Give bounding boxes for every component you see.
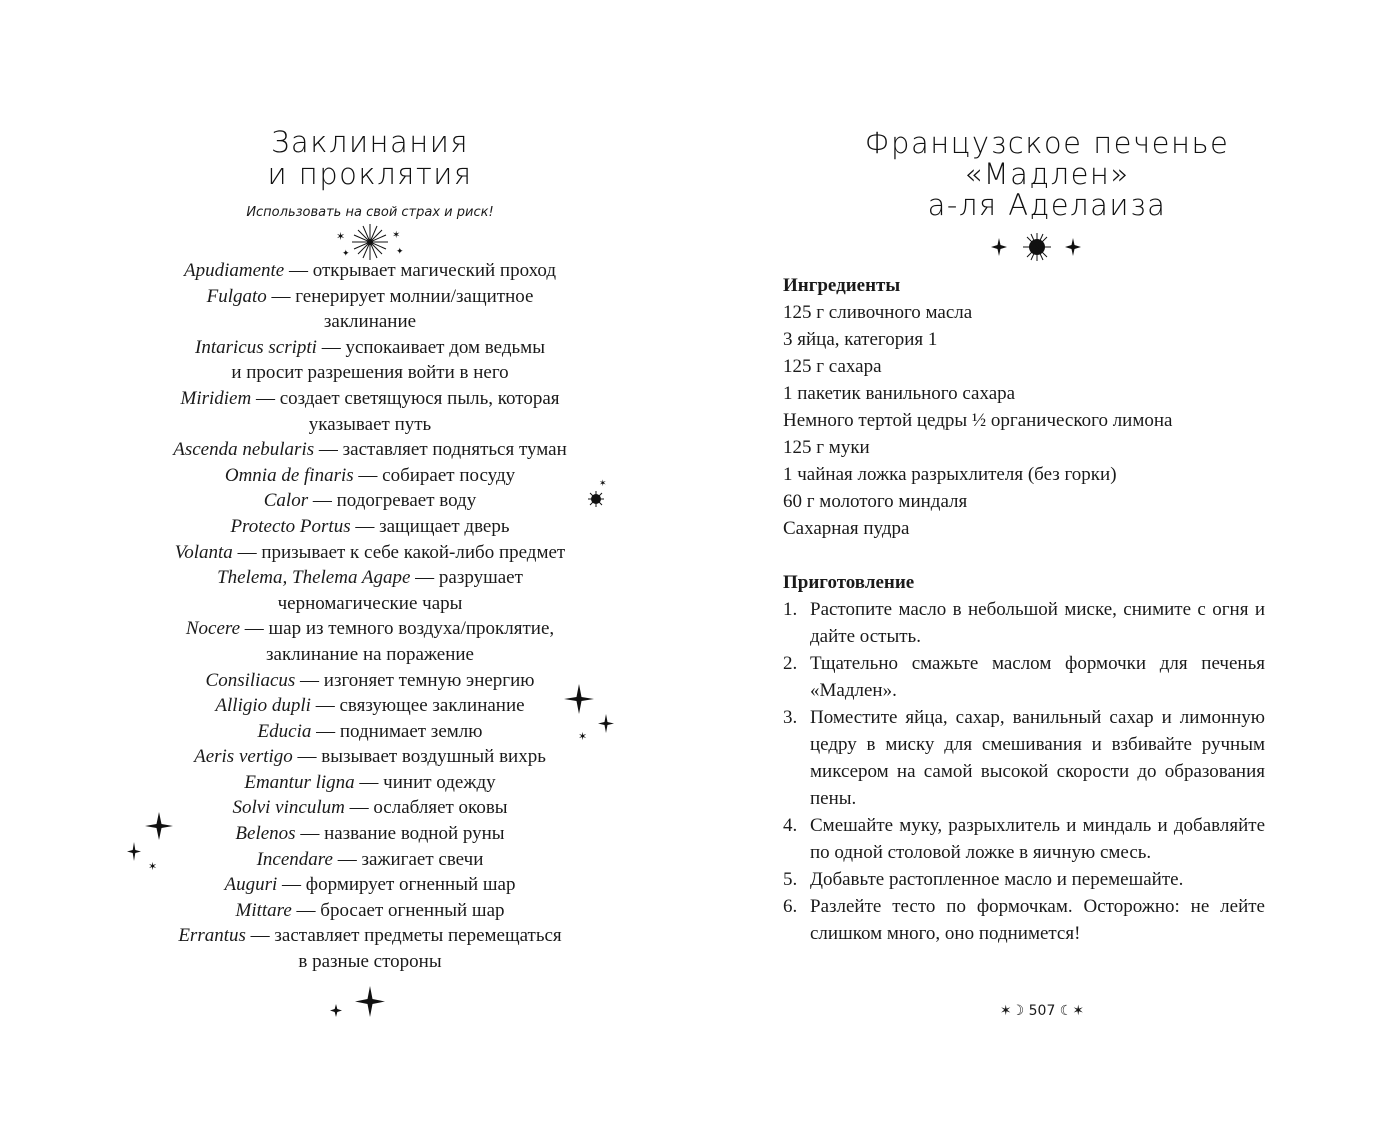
preparation-steps	[783, 596, 1265, 947]
spell-name: Fulgato	[206, 285, 267, 307]
step-number: 1.	[783, 599, 798, 620]
spell-description: — создает светящуюся пыль, которая	[251, 387, 560, 409]
svg-text:✦: ✦	[396, 246, 404, 256]
spell-description: — поднимает землю	[311, 720, 483, 742]
sparkle-icon	[585, 476, 611, 510]
spells-title-line-1: Заклинания	[270, 125, 470, 159]
spell-description: — призывает к себе какой-либо предмет	[232, 541, 566, 563]
spell-description: — чинит одежду	[354, 771, 496, 793]
right-page	[697, 0, 1394, 1125]
page-number-value: 507	[1028, 1003, 1056, 1019]
spell-line	[120, 898, 620, 924]
spell-name: Mittare	[235, 899, 292, 921]
spell-name: Nocere	[185, 618, 241, 640]
spell-description: черномагические чары	[277, 592, 463, 614]
spell-line	[120, 821, 620, 847]
spell-description: указывает путь	[308, 413, 432, 435]
spell-name: Apudiamente	[183, 260, 285, 281]
spell-description: — название водной руны	[295, 823, 505, 845]
spell-line	[120, 565, 620, 591]
svg-text:✦: ✦	[342, 248, 350, 258]
spell-line	[120, 795, 620, 821]
spell-name: Auguri	[224, 874, 278, 896]
spell-name: Protecto Portus	[230, 515, 351, 537]
step-number: 2.	[783, 653, 798, 674]
spell-description: — защищает дверь	[350, 515, 510, 537]
recipe-title-line-2: «Мадлен»	[964, 157, 1130, 191]
step-text: Тщательно смажьте маслом формочки для печенья «Мадлен».	[810, 653, 1265, 701]
step-text: Поместите яйца, сахар, ванильный сахар и лимонную цедру в миску для смешивания и взбивайте ручным миксером на самой высокой скорости до образования пены.	[810, 707, 1265, 809]
star-ornament-icon	[987, 230, 1087, 266]
spell-description: — шар из темного воздуха/проклятие,	[240, 618, 555, 640]
svg-text:✶: ✶	[599, 478, 607, 488]
spell-name: Omnia de finaris	[224, 464, 354, 486]
spell-name: Incendare	[256, 848, 333, 870]
step-text: Смешайте муку, разрыхлитель и миндаль и добавляйте по одной столовой ложке в яичную смесь.	[810, 815, 1265, 863]
spell-name: Miridiem	[180, 387, 252, 409]
spell-name: Thelema, Thelema Agape	[217, 567, 411, 589]
step-item	[783, 650, 1265, 704]
step-number: 6.	[783, 896, 798, 917]
ingredient-item: Немного тертой цедры ½ органического лимона	[783, 410, 1173, 431]
spell-description: — изгоняет темную энергию	[295, 669, 535, 691]
recipe-body	[783, 272, 1265, 947]
spell-name: Ascenda nebularis	[173, 439, 315, 461]
spell-line	[120, 360, 620, 386]
ingredient-item: Сахарная пудра	[783, 518, 910, 539]
ingredients-heading: Ингредиенты	[783, 275, 901, 296]
spell-line	[120, 847, 620, 873]
spell-line	[120, 719, 620, 745]
ingredient-item: 125 г сливочного масла	[783, 302, 973, 323]
sparkle-icon	[562, 682, 618, 742]
spell-description: — ослабляет оковы	[344, 797, 508, 819]
starburst-ornament-icon	[330, 222, 410, 262]
spell-description: заклинание	[323, 311, 417, 333]
spell-line	[120, 463, 620, 489]
spell-description: — заставляет подняться туман	[314, 439, 567, 461]
spell-line	[120, 949, 620, 975]
spells-title-line-2: и проклятия	[267, 157, 473, 191]
spell-line	[120, 309, 620, 335]
spell-line	[120, 770, 620, 796]
spells-title	[120, 126, 620, 190]
step-item	[783, 893, 1265, 947]
step-item	[783, 866, 1265, 893]
svg-text:✶: ✶	[578, 731, 588, 742]
spell-description: — подогревает воду	[308, 490, 477, 512]
spell-name: Alligio dupli	[215, 695, 311, 717]
ingredient-item: 60 г молотого миндаля	[783, 491, 968, 512]
spell-name: Calor	[263, 490, 309, 512]
step-number: 5.	[783, 869, 798, 890]
spell-line	[120, 258, 620, 284]
spell-line	[120, 668, 620, 694]
spell-line	[120, 437, 620, 463]
sparkle-icon	[124, 810, 174, 874]
spell-line	[120, 591, 620, 617]
spell-name: Belenos	[235, 823, 296, 845]
spell-name: Errantus	[178, 925, 246, 947]
step-item	[783, 812, 1265, 866]
step-item	[783, 596, 1265, 650]
spell-description: — разрушает	[410, 567, 523, 589]
spells-subtitle: Использовать на свой страх и риск!	[246, 205, 494, 220]
svg-text:✶: ✶	[392, 230, 401, 241]
spell-line	[120, 540, 620, 566]
spell-description: в разные стороны	[298, 951, 442, 973]
recipe-title-line-3: а-ля Аделаиза	[927, 188, 1167, 222]
spell-description: и просит разрешения войти в него	[231, 362, 509, 384]
spell-line	[120, 284, 620, 310]
spell-description: — генерирует молнии/защитное	[266, 285, 534, 307]
spell-name: Volanta	[174, 541, 233, 563]
spell-description: — собирает посуду	[353, 464, 516, 486]
spell-description: — зажигает свечи	[332, 848, 484, 870]
spell-description: — заставляет предметы перемещаться	[245, 925, 562, 947]
step-number: 4.	[783, 815, 798, 836]
spell-line	[120, 386, 620, 412]
spell-description: — открывает магический проход	[284, 260, 557, 281]
spell-description: — успокаивает дом ведьмы	[316, 336, 545, 358]
ingredient-item: 125 г муки	[783, 437, 870, 458]
preparation-heading: Приготовление	[783, 572, 915, 593]
spell-line	[120, 744, 620, 770]
spell-line	[120, 412, 620, 438]
step-text: Разлейте тесто по формочкам. Осторожно: не лейте слишком много, оно поднимется!	[810, 896, 1265, 944]
spell-name: Solvi vinculum	[232, 797, 345, 819]
spell-description: — бросает огненный шар	[291, 899, 505, 921]
spell-name: Aeris vertigo	[194, 746, 293, 768]
svg-text:✶: ✶	[148, 861, 158, 873]
sparkle-icon	[328, 984, 390, 1024]
ingredient-item: 1 пакетик ванильного сахара	[783, 383, 1016, 404]
star-moon-left-icon: ✶☽	[999, 1003, 1029, 1019]
ingredient-item: 3 яйца, категория 1	[783, 329, 938, 350]
spell-line	[120, 616, 620, 642]
svg-text:✶: ✶	[336, 231, 346, 243]
spell-line	[120, 514, 620, 540]
spell-description: заклинание на поражение	[266, 643, 474, 665]
step-item	[783, 704, 1265, 812]
spell-name: Consiliacus	[205, 669, 296, 691]
spell-description: — формирует огненный шар	[277, 874, 516, 896]
spell-description: — вызывает воздушный вихрь	[292, 746, 546, 768]
recipe-title	[817, 128, 1277, 221]
spell-name: Intaricus scripti	[195, 336, 317, 358]
ingredient-item: 125 г сахара	[783, 356, 882, 377]
spell-line	[120, 872, 620, 898]
moon-star-right-icon: ☾✶	[1055, 1003, 1085, 1019]
ingredient-item: 1 чайная ложка разрыхлителя (без горки)	[783, 464, 1117, 485]
page-number	[967, 1003, 1117, 1019]
spell-line	[120, 488, 620, 514]
spell-line	[120, 642, 620, 668]
spell-name: Educia	[257, 720, 312, 742]
spell-description: — связующее заклинание	[310, 695, 525, 717]
step-text: Растопите масло в небольшой миске, снимите с огня и дайте остыть.	[810, 599, 1265, 647]
step-text: Добавьте растопленное масло и перемешайте.	[810, 869, 1184, 890]
spells-list	[120, 258, 620, 975]
step-number: 3.	[783, 707, 798, 728]
spell-line	[120, 923, 620, 949]
spell-line	[120, 693, 620, 719]
spell-name: Emantur ligna	[244, 771, 355, 793]
spell-line	[120, 335, 620, 361]
recipe-title-line-1: Французское печенье	[864, 126, 1230, 160]
